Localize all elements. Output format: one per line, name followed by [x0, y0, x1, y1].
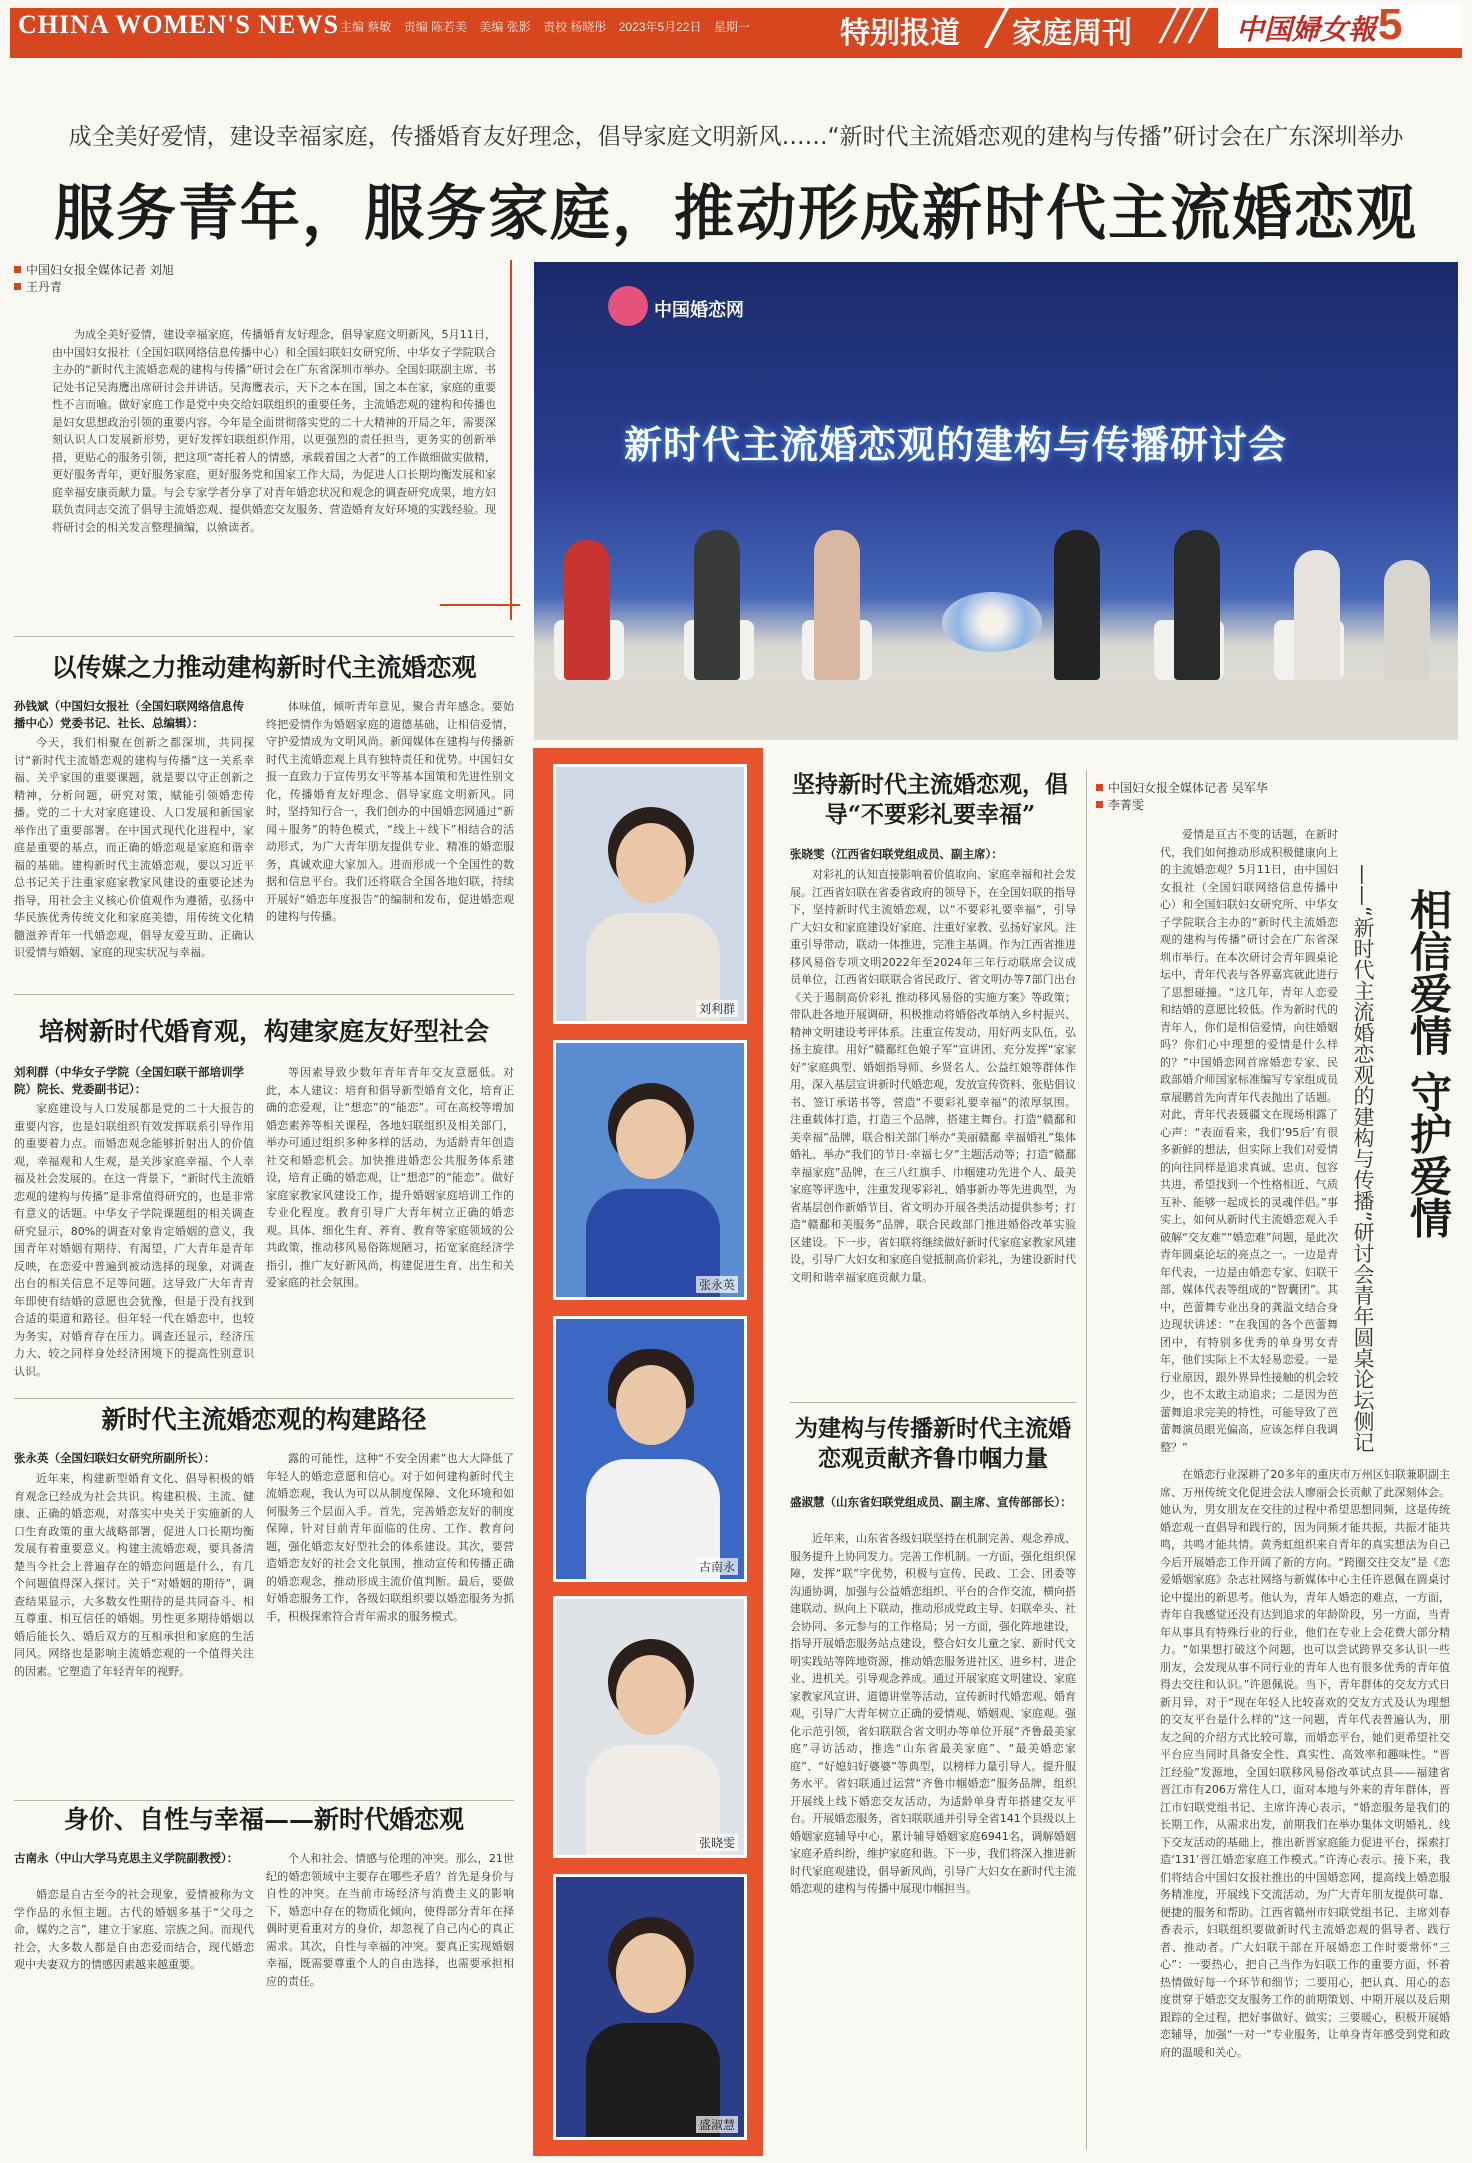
panelist-figure: [1174, 530, 1220, 680]
section-2-title: 培树新时代婚育观，构建家庭友好型社会: [38, 1017, 489, 1046]
lead-paragraph: 为成全美好爱情，建设幸福家庭，传播婚育友好理念，倡导家庭文明新风，5月11日，由中国妇女报社（全国妇联网络信息传播中心）和全国妇联妇女研究所、中华女子学院联合主办的“新时代主流婚恋观的建构与传播”研讨会在广东省深圳市举办。全国妇联副主席、书记处书记吴海鹰出席研讨会并讲话。吴海鹰表示，天下之本在国，国之本在家，家庭的重要性不言而喻。做好家庭工作是党中央交给妇联组织的重要任务，主流婚恋观的建构和传播也是妇女思想政治引领的重要内容。今年是全面贯彻落实党的二十大精神的开局之年，需要深刻认识人口发展新形势，更好发挥妇联组织作用，以更强烈的责任担当，更务实的创新举措，更贴心的服务引领，把这项“寄托着人的情感，承载着国之大者”的工作做细做实做精，更好服务青年，更好服务家庭，更好服务党和国家工作大局，为促进人口长期均衡发展和家庭幸福安康贡献力量。与会专家学者分享了对青年婚恋状况和观念的调查研究成果，地方妇联负责同志交流了倡导主流婚恋观、提供婚恋交友服务、营造婚育友好环境的实践经验。现将研讨会的相关发言整理摘编，以飨读者。: [52, 328, 496, 534]
column-rule: [1086, 770, 1087, 2150]
column-rule: [790, 1402, 1076, 1403]
forum-text-bottom: 在婚恋行业深耕了20多年的重庆市万州区妇联兼职副主席、万州传统文化促进会法人廖丽会长贡献了此深刻体会。她认为，男女朋友在交往的过程中希望思想同频，这是传统婚恋观一直倡导和践行的，因为同频才能共振，共振才能共鸣，共鸣才能共情。黄秀虹组织来自青年的真实想法为自己今后开展婚恋工作开阔了新的方向。“跨圈交往交友”是《恋爱婚姻家庭》杂志社网络与新媒体中心主任许恩佩在圆桌讨论中提出的新思考。他认为，青年人婚恋的难点，一方面，青年自我感觉还没有达到追求的年龄阶段，另一方面，当青年从事具有特殊行业的行业，他们在专业上会花费大部分精力。“如果想打破这个问题，也可以尝试跨界交多认识一些朋友，会发现从事不同行业的青年人也有很多优秀的青年值得去交往和认识。”许恩佩说。当下，青年群体的交友方式日新月异，对于“现在年轻人比较喜欢的交友方式及认为理想的交友平台是什么样的”这一问题，青年代表普遍认为，朋友之间的介绍方式比较可靠，而婚恋平台，她们更希望社交平台应当同时具备安全性、真实性、高效率和趣味性。“晋江经验”发源地，全国妇联移风易俗改革试点县——福建省晋江市有206万常住人口，面对本地与外来的青年群体，晋江市妇联党组书记、主席许涛心表示，“婚恋服务是我们的长期工作，从需求出发，前期我们在举办集体文明婚礼、线下交友活动的基础上，推出新晋家庭能力促进平台，探索打造‘131’晋江婚恋家庭工作模式。”许涛心表示。接下来，我们将结合中国妇女报社推出的中国婚恋网，提高线上婚恋服务精准度，开展线下交流活动，为广大青年朋友提供可靠、便捷的服务和帮助。江西省赣州市妇联党组书记、主席刘春香表示，妇联组织要做新时代主流婚恋观的倡导者、践行者、推动者。广大妇联干部在开展婚恋工作时要常怀“三心”：一要热心，把自己当作为妇联工作的重要方面，怀着热情做好每一个环节和细节；二要用心，把认真、用心的态度贯穿于婚恋交友服务工作的前期策划、中期开展以及后期跟踪的全过程，把好事做好、做实；三要暖心，积极开展婚恋辅导，加强“一对一”专业服务，让单身青年感受到党和政府的温暖和关心。: [1160, 1468, 1450, 2059]
event-banner-text: 新时代主流婚恋观的建构与传播研讨会: [624, 423, 1288, 467]
heart-logo-icon: [608, 286, 648, 326]
decor-line: [440, 604, 520, 606]
section-1-title: 以传媒之力推动建构新时代主流婚恋观: [51, 653, 477, 682]
section-3-col1: 近年来，构建新型婚育文化、倡导积极的婚育观念已经成为社会共识。构建积极、主流、健康、正确的婚恋观，对落实中央关于实施新的人口生育政策的重大战略部署，促进人口长期均衡发展有着重要意义。构建主流婚恋观，要具备清楚当今社会上普遍存在的婚恋问题是什么，有几个问题值得深入探讨。关于“对婚姻的期待”，调查结果显示，大多数女性期待的是共同奋斗、相互尊重、相互信任的婚姻。男性更多期待婚姻以婚后能长久、婚后双方的互相承担和家庭的生活同风。网络也是影响主流婚恋观的一个值得关注的因素。它塑造了年轻青年的视野。: [14, 1472, 254, 1678]
panelist-figure: [1384, 560, 1430, 680]
photo-brand-text: 中国婚恋网: [654, 300, 744, 321]
kicker: 成全美好爱情，建设幸福家庭，传播婚育友好理念，倡导家庭文明新风……“新时代主流婚恋观的建构与传播”研讨会在广东深圳举办: [68, 124, 1404, 150]
section-6-title: 为建构与传播新时代主流婚恋观贡献齐鲁巾帼力量: [795, 1415, 1071, 1472]
section-4-col1: 婚恋是自古至今的社会现象，爱情被称为文学作品的永恒主题。古代的婚姻多基于“父母之命，媒妁之言”，建立于家庭、宗族之间。而现代社会，大多数人都是自由恋爱而结合，现代婚恋观中夫妻双方的情感因素越来越重要。: [14, 1888, 254, 1971]
special-report-tag: 特别报道: [840, 16, 960, 51]
section-2-author: 刘利群（中华女子学院（全国妇联干部培训学院）院长、党委副书记）：: [14, 1065, 244, 1096]
column-rule: [14, 1398, 514, 1399]
panelist-figure: [1054, 530, 1100, 680]
page-number: 5: [1378, 0, 1403, 49]
forum-text-top: 爱情是亘古不变的话题，在新时代，我们如何推动形成积极健康向上的主流婚恋观？5月11日，由中国妇女报社（全国妇联网络信息传播中心）和全国妇联妇女研究所、中华女子学院联合主办的“新时代主流婚恋观的建构与传播”研讨会在广东省深圳市举行。在本次研讨会青年圆桌论坛中，青年代表与各界嘉宾就此进行了思想碰撞。“这几年，青年人恋爱和结婚的意愿比较低。作为新时代的青年人，你们是相信爱情，向往婚姻吗？你们心中理想的爱情是什么样的？”中国婚恋网首席婚恋专家、民政部婚介师国家标准编写专家组成员章展鹏首先向青年代表抛出了话题。对此，青年代表聂疆文在现场相露了心声：“表面看来，我们‘95后’有很多新鲜的想法，但实际上我们对爱情的向往同样是追求真诚、忠贞、包容共进，希望找到一个性格相近、气质互补、能够一起成长的灵魂伴侣。”事实上，如何从新时代主流婚恋观入手破解“交友难”“婚恋难”问题，是此次青年圆桌论坛的亮点之一。一边是青年代表，一边是由婚恋专家、妇联干部、媒体代表等组成的“智囊团”。其中，芭蕾舞专业出身的龚溢文结合身边现状讲述：“在我国的各个芭蕾舞团中，有特别多优秀的单身男女青年，他们实际上不太轻易恋爱。一是行业原因，跟外界异性接触的机会较少，也不太敢主动追求；二是因为芭蕾舞追求完美的特性，可能导致了芭蕾舞演员眼光偏高，应该怎样自我调整？”: [1160, 828, 1338, 1454]
event-photo: [534, 262, 1458, 740]
portrait-face: [616, 823, 686, 903]
column-rule: [14, 994, 514, 995]
forum-byline: [1096, 780, 1336, 814]
section-tag: 家庭周刊: [1012, 16, 1132, 51]
decor-stripes: ╱╱╱: [1160, 4, 1204, 44]
panelist-figure: [814, 530, 860, 680]
panelist-figure: [1294, 550, 1340, 680]
forum-title: 相信爱情 守护爱情: [1404, 888, 1453, 1239]
section-3-title: 新时代主流婚恋观的构建路径: [101, 1405, 427, 1434]
portrait-caption: 张永英: [696, 1276, 738, 1293]
masthead-info: [340, 18, 759, 35]
byline-left: [14, 262, 214, 296]
art-editor-credit: 美编 张影: [479, 20, 531, 34]
section-5-body: 对彩礼的认知直接影响着价值取向、家庭幸福和社会发展。江西省妇联在省委省政府的领导下，在全国妇联的指导下，坚持新时代主流婚恋观，以“不要彩礼要幸福”，引导广大妇女和家庭建设好家庭、注重好家教、弘扬好家风。注重引导带动，联动一体推进，完准主基调。作为江西省推进移风易俗专项文明2022年至2024年三年行动联席会议成员单位，江西省妇联联合省民政厅、省文明办等7部门出台《关于遏制高价彩礼 推动移风易俗的实施方案》等政策；带队赴各地开展调研，积极推动将婚俗改革纳入乡村振兴、精神文明建设考评体系。注重宣传发动，用好两支队伍，弘扬主旋律。用好“赣鄱红色娘子军”宣讲团、充分发挥“家家好”家庭典型、婚姻指导师、乡贤名人、公益红娘等群体作用，深入基层宣讲新时代婚恋观，发放宣传资料、张贴倡议书、签订承诺书等，营造“不要彩礼要幸福”的浓厚氛围。注重载体打造，打造三个品牌，搭建主舞台。打造“赣鄱和美幸福”品牌，联合相关部门举办“美丽赣鄱 幸福婚礼”集体婚礼、举办“我们的节日·幸福七夕”主题活动等；打造“赣鄱幸福家庭”品牌，在三八红旗手、巾帼建功先进个人、最美家庭等评选中，注重发现零彩礼、婚事新办等先进典型，为省基层创作新婚节目、省文明办开展各类活动提供参考；打造“赣鄱和美服务”品牌，联合民政部门推进婚俗改革实验区建设。下一步，省妇联将继续做好新时代家庭家教家风建设，引导广大妇女和家庭自觉抵制高价彩礼，为建设新时代文明和谐幸福家庭贡献力量。: [790, 868, 1076, 1284]
portrait-photo: [553, 1874, 747, 2140]
portrait-face: [616, 1365, 686, 1445]
portrait-face: [616, 1099, 686, 1179]
paper-name-en: CHINA WOMEN'S NEWS: [18, 10, 339, 39]
column-rule: [14, 1800, 514, 1801]
stage-floor: [534, 678, 1458, 740]
column-rule: [14, 636, 514, 637]
issue-date: 2023年5月22日: [618, 20, 702, 34]
panelist-figure: [694, 530, 740, 680]
portrait-face: [616, 1933, 686, 2013]
editor-credit: 主编 蔡敏: [340, 20, 392, 34]
forum-subtitle: ——“新时代主流婚恋观的建构与传播”研讨会青年圆桌论坛侧记: [1351, 864, 1375, 1453]
portrait-face: [616, 1655, 686, 1735]
flower-arrangement: [942, 592, 1042, 652]
main-headline: 服务青年，服务家庭，推动形成新时代主流婚恋观: [54, 179, 1418, 249]
paper-logo: 中国婦女報: [1236, 13, 1377, 46]
portrait-strip: [533, 748, 763, 2156]
section-6-author: 盛淑慧（山东省妇联党组成员、副主席、宣传部部长）：: [790, 1495, 1072, 1509]
section-1-author: 孙钱斌（中国妇女报社（全国妇联网络信息传播中心）党委书记、社长、总编辑）：: [14, 699, 244, 730]
section-3-author: 张永英（全国妇联妇女研究所副所长）：: [14, 1451, 216, 1465]
issue-weekday: 星期一: [713, 20, 750, 34]
portrait-photo: [553, 764, 747, 1024]
section-1-col1: 今天，我们相聚在创新之都深圳，共同探讨“新时代主流婚恋观的建构与传播”这一关系幸福、关乎家国的重要课题，就是要以守正创新之精神，分析问题，研究对策，赋能引领婚恋传播。党的二十大对家庭建设、人口发展和新国家举作出了重要部署。在中国式现代化进程中，家庭是重要的基点，而正确的婚恋观是家庭和谐幸福的基础。建构新时代主流婚恋观，要以习近平总书记关于注重家庭家教家风建设的重要论述为指导，用社会主义核心价值观作为遵循，弘扬中华民族优秀传统文化和家庭美德，用传统文化精髓滋养青年一代婚恋观，倡导友爱互助、正确认识爱情与婚姻、家庭的现实状况与幸福。: [14, 736, 254, 959]
section-1-col2: 体味值，倾听青年意见，聚合青年感念。要始终把爱情作为婚姻家庭的道德基础，让相信爱情，守护爱情成为文明风尚。新闻媒体在建构与传播新时代主流婚恋观上具有独特责任和优势。中国妇女报一直致力于宣传男女平等基本国策和先进性别文化，传播婚育友好理念、倡导家庭文明新风。同时，坚持知行合一，我们创办的中国婚恋网通过“新闻＋服务”的特色模式，“线上＋线下”相结合的活动形式，为广大青年朋友提供专业、精准的婚恋服务，真诚欢迎大家加入。进而形成一个全国性的数据和信息平台。我们还将联合全国各地妇联，持续开展好“婚恋年度报告”的编制和发布，促进婚恋观的建构与传播。: [266, 700, 514, 923]
forum-reporter: 中国妇女报全媒体记者 吴军华: [1108, 781, 1268, 795]
portrait-photo: [553, 1316, 747, 1582]
section-2-col2: 等因素导致少数年青年青年交友意愿低。对此，本人建议：培育和倡导新型婚育文化，培育正确的恋爱观，让“想恋”的“能恋”。可在高校等增加婚恋素养等相关课程，各地妇联组织及相关部门，举办可通过组织多种多样的活动，为适龄青年创造社交和婚恋机会。加快推进婚恋公共服务体系建设，培育正确的婚恋观，让“想恋”的“能恋”。做好家庭家教家风建设工作，提升婚姻家庭培训工作的专业化程度。教育引导广大青年树立正确的婚恋观。具体、细化生育、养育、教育等家庭领域的公共政策，推动移风易俗陈规陋习，拓宽家庭经济学指引，推广友好新风尚，构建促进生育、出生和关爱家庭的社会氛围。: [266, 1066, 514, 1289]
decor-line: [510, 260, 512, 620]
portrait-caption: 刘利群: [696, 1000, 738, 1017]
forum-reporter2: 李菁雯: [1108, 798, 1145, 812]
section-5-author: 张晓雯（江西省妇联党组成员、副主席）：: [790, 847, 1003, 861]
portrait-caption: 盛淑慧: [696, 2116, 738, 2133]
proofreader-credit: 责校 杨晓彤: [543, 20, 607, 34]
portrait-photo: [553, 1596, 747, 1858]
duty-editor-credit: 责编 陈若美: [403, 20, 468, 34]
portrait-caption: 古南永: [696, 1558, 738, 1575]
section-4-col2: 个人和社会、情感与伦理的冲突。那么，21世纪的婚恋领域中主要存在哪些矛盾？首先是身价与自性的冲突。在当前市场经济与消费主义的影响下，婚恋中存在的物质化倾向，使得部分青年在择偶时更看重对方的身价，却忽视了自己内心的真正需求。其次，自性与幸福的冲突。要真正实现婚姻幸福，既需要尊重个人的自由选择，也需要承担相应的责任。: [266, 1852, 514, 1988]
section-3-col2: 露的可能性，这种“不安全因素”也大大降低了年轻人的婚恋意愿和信心。对于如何建构新时代主流婚恋观，我认为可以从制度保障、文化环境和如何服务三个层面入手。首先，完善婚恋友好的制度保障，针对目前青年面临的住房、工作、教育问题，强化婚恋友好型社会的体系建设。其次，要营造婚恋友好的社会文化氛围，推动宣传和传播正确的婚恋观念，推动形成主流价值判断。最后，要做好婚恋服务工作，各级妇联组织要以婚恋服务为抓手，积极探索符合青年需求的服务模式。: [266, 1452, 514, 1623]
section-4-author: 古南永（中山大学马克思主义学院副教授）：: [14, 1851, 239, 1865]
section-2-col1: 家庭建设与人口发展都是党的二十大报告的重要内容，也是妇联组织有效发挥联系引导作用的重要着力点。而婚恋观念能够折射出人的价值观，幸福观和人生观，是关涉家庭幸福、个人幸福及社会发展的。在这一背景下，“新时代主流婚恋观的建构与传播”是非常值得研究的，也是非常有意义的话题。中华女子学院课题组的相关调查研究显示，80%的调查对象肯定婚姻的意义，我国青年对婚姻有期待、有渴望，广大青年是青年反映，在恋爱中普遍到被动选择的现象，对调查出台的相关信息不足等问题。这导致广大年青青年即使有结婚的意愿也会犹豫，但是于没有找到合适的渠道和路径。但年轻一代在婚恋中，也较为务实，对婚育存在压力。调查还显示，经济压力大、较之同样身处经济困境下的提高性别意识认识。: [14, 1102, 254, 1378]
panelist-figure: [564, 540, 610, 680]
section-4-title: 身价、自性与幸福——新时代婚恋观: [63, 1805, 464, 1834]
byline-reporter: 中国妇女报全媒体记者 刘旭: [26, 263, 174, 277]
portrait-photo: [553, 1040, 747, 1300]
section-6-body: 近年来，山东省各级妇联坚持在机制完善、观念养成、服务提升上协同发力。完善工作机制。一方面，强化组织保障，发挥“联”字优势，积极与宣传、民政、工会、团委等沟通协调，加强与公益婚恋组织、平台的合作交流，横向搭建联动、纵向上下联动，推动形成党政主导、妇联牵头、社会协同、多元参与的工作格局；另一方面，强化阵地建设，指导开展婚恋服务站点建设，整合妇女儿童之家、新时代文明实践站等阵地资源，推动婚恋服务进社区、进乡村、进企业、进机关。引导观念养成。通过开展家庭文明建设、家庭家教家风宣讲、道德讲堂等活动，宣传新时代婚恋观、婚育观，引导广大青年树立正确的爱情观、婚姻观、家庭观。强化示范引领，省妇联联合省文明办等单位开展“齐鲁最美家庭”寻访活动，推选“山东省最美家庭”、“最美婚恋家庭”、“好媳妇好婆婆”等典型，以榜样力量引导人。提升服务水平。省妇联通过运营“齐鲁巾帼婚恋”服务品牌，组织开展线上线下婚恋交友活动，为适龄单身青年搭建交友平台。开展婚恋服务，省妇联联通并引导全省141个县级以上婚姻家庭辅导中心，累计辅导婚姻家庭6941名，调解婚姻家庭矛盾纠纷，维护家庭和谐。下一步，我们将深入推进新时代家庭观建设，倡导新风尚，引导广大妇女在新时代主流婚恋观的建构与传播中展现巾帼担当。: [790, 1532, 1076, 1895]
section-5-title: 坚持新时代主流婚恋观，倡导“不要彩礼要幸福”: [792, 771, 1068, 828]
byline-reporter2: 王丹青: [26, 280, 63, 294]
portrait-caption: 张晓雯: [696, 1834, 738, 1851]
